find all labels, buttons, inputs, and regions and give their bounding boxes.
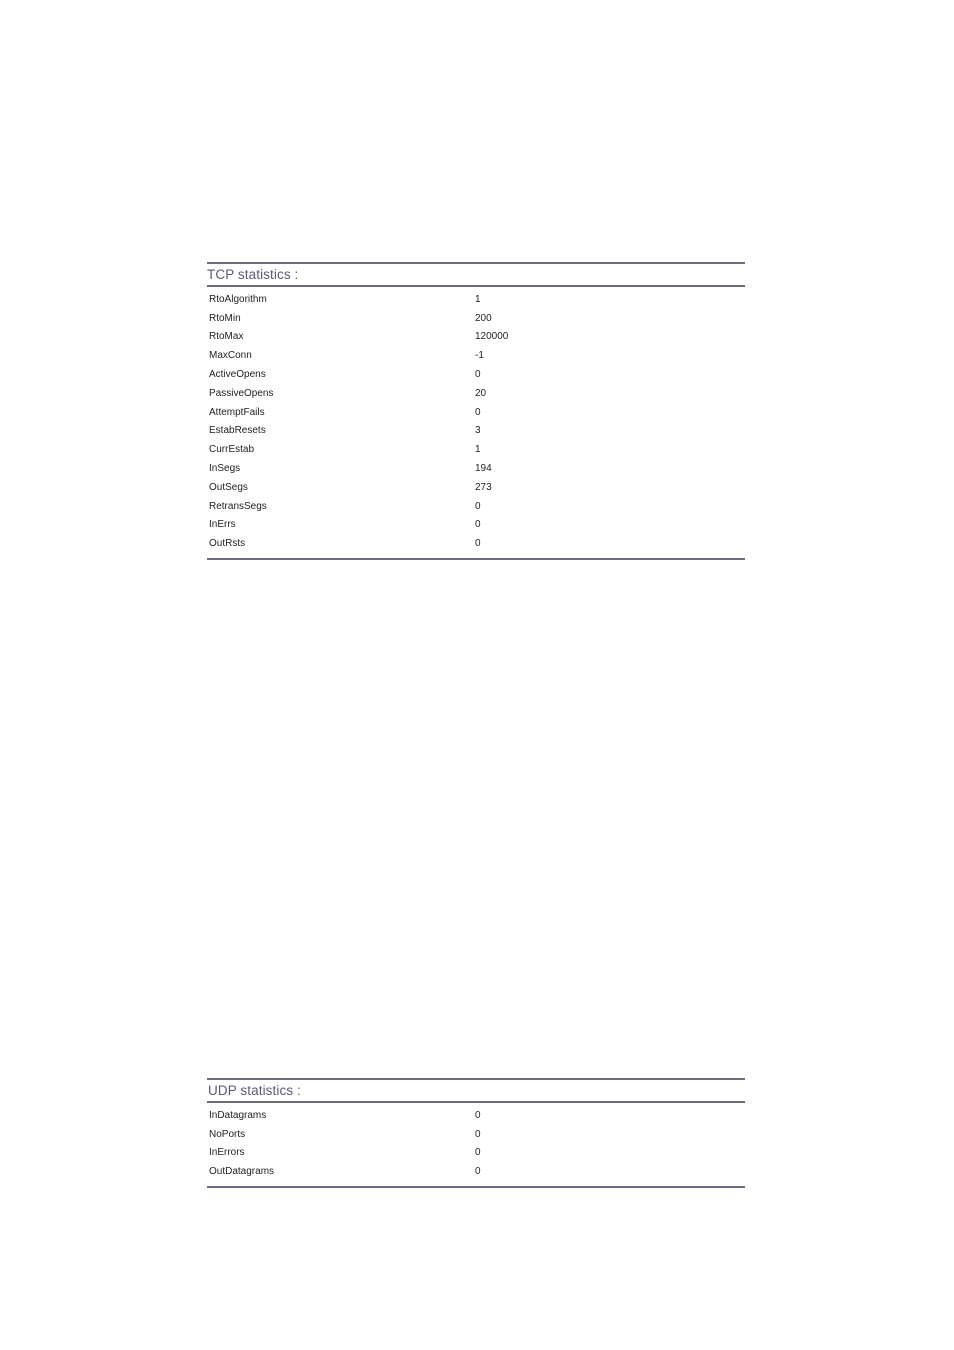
table-row: [207, 516, 745, 535]
tcp-statistics-panel: [207, 262, 745, 560]
stat-value: 3: [475, 425, 481, 437]
stat-name: InSegs: [209, 463, 241, 475]
tcp-statistics-table: [207, 287, 745, 560]
stat-value: 194: [475, 463, 492, 475]
table-row: [207, 365, 745, 384]
table-row: [207, 497, 745, 516]
stat-value: -1: [475, 350, 484, 362]
stat-name: OutRsts: [209, 538, 246, 550]
stat-value: 0: [475, 1147, 481, 1159]
stat-name: OutSegs: [209, 481, 248, 493]
table-row: [207, 534, 745, 553]
stat-value: 0: [475, 500, 481, 512]
stat-value: 0: [475, 369, 481, 381]
stat-name: InErrors: [209, 1147, 245, 1159]
stat-value: 0: [475, 406, 481, 418]
table-row: [207, 1106, 745, 1125]
stat-name: MaxConn: [209, 350, 252, 362]
stat-name: CurrEstab: [209, 444, 255, 456]
udp-statistics-table: [207, 1103, 745, 1188]
table-row: [207, 403, 745, 422]
table-row: [207, 459, 745, 478]
stat-name: ActiveOpens: [209, 369, 266, 381]
stat-name: RtoMax: [209, 331, 244, 343]
table-row: [207, 422, 745, 441]
udp-statistics-header: [207, 1078, 745, 1103]
stat-name: OutDatagrams: [209, 1166, 275, 1178]
stat-name: EstabResets: [209, 425, 266, 437]
stat-name: RtoAlgorithm: [209, 293, 267, 305]
table-row: [207, 1144, 745, 1163]
stat-value: 1: [475, 444, 481, 456]
table-row: [207, 478, 745, 497]
table-row: [207, 346, 745, 365]
stat-name: PassiveOpens: [209, 387, 274, 399]
stat-value: 1: [475, 293, 481, 305]
stat-name: RtoMin: [209, 312, 241, 324]
udp-statistics-title: UDP statistics :: [208, 1083, 301, 1098]
tcp-statistics-header: [207, 262, 745, 287]
table-row: [207, 1125, 745, 1144]
stat-name: RetransSegs: [209, 500, 267, 512]
stat-name: InDatagrams: [209, 1109, 267, 1121]
table-row: [207, 309, 745, 328]
stat-name: InErrs: [209, 519, 236, 531]
stat-value: 0: [475, 1109, 481, 1121]
stat-value: 0: [475, 519, 481, 531]
udp-statistics-panel: [207, 1078, 745, 1188]
stat-name: AttemptFails: [209, 406, 265, 418]
stat-name: NoPorts: [209, 1128, 246, 1140]
stat-value: 0: [475, 538, 481, 550]
table-row: [207, 384, 745, 403]
table-row: [207, 440, 745, 459]
tcp-statistics-title: TCP statistics :: [207, 267, 299, 282]
stat-value: 20: [475, 387, 487, 399]
stat-value: 0: [475, 1128, 481, 1140]
stat-value: 120000: [475, 331, 509, 343]
stat-value: 273: [475, 481, 492, 493]
table-row: [207, 1162, 745, 1181]
table-row: [207, 290, 745, 309]
table-row: [207, 328, 745, 347]
stat-value: 200: [475, 312, 492, 324]
stat-value: 0: [475, 1166, 481, 1178]
